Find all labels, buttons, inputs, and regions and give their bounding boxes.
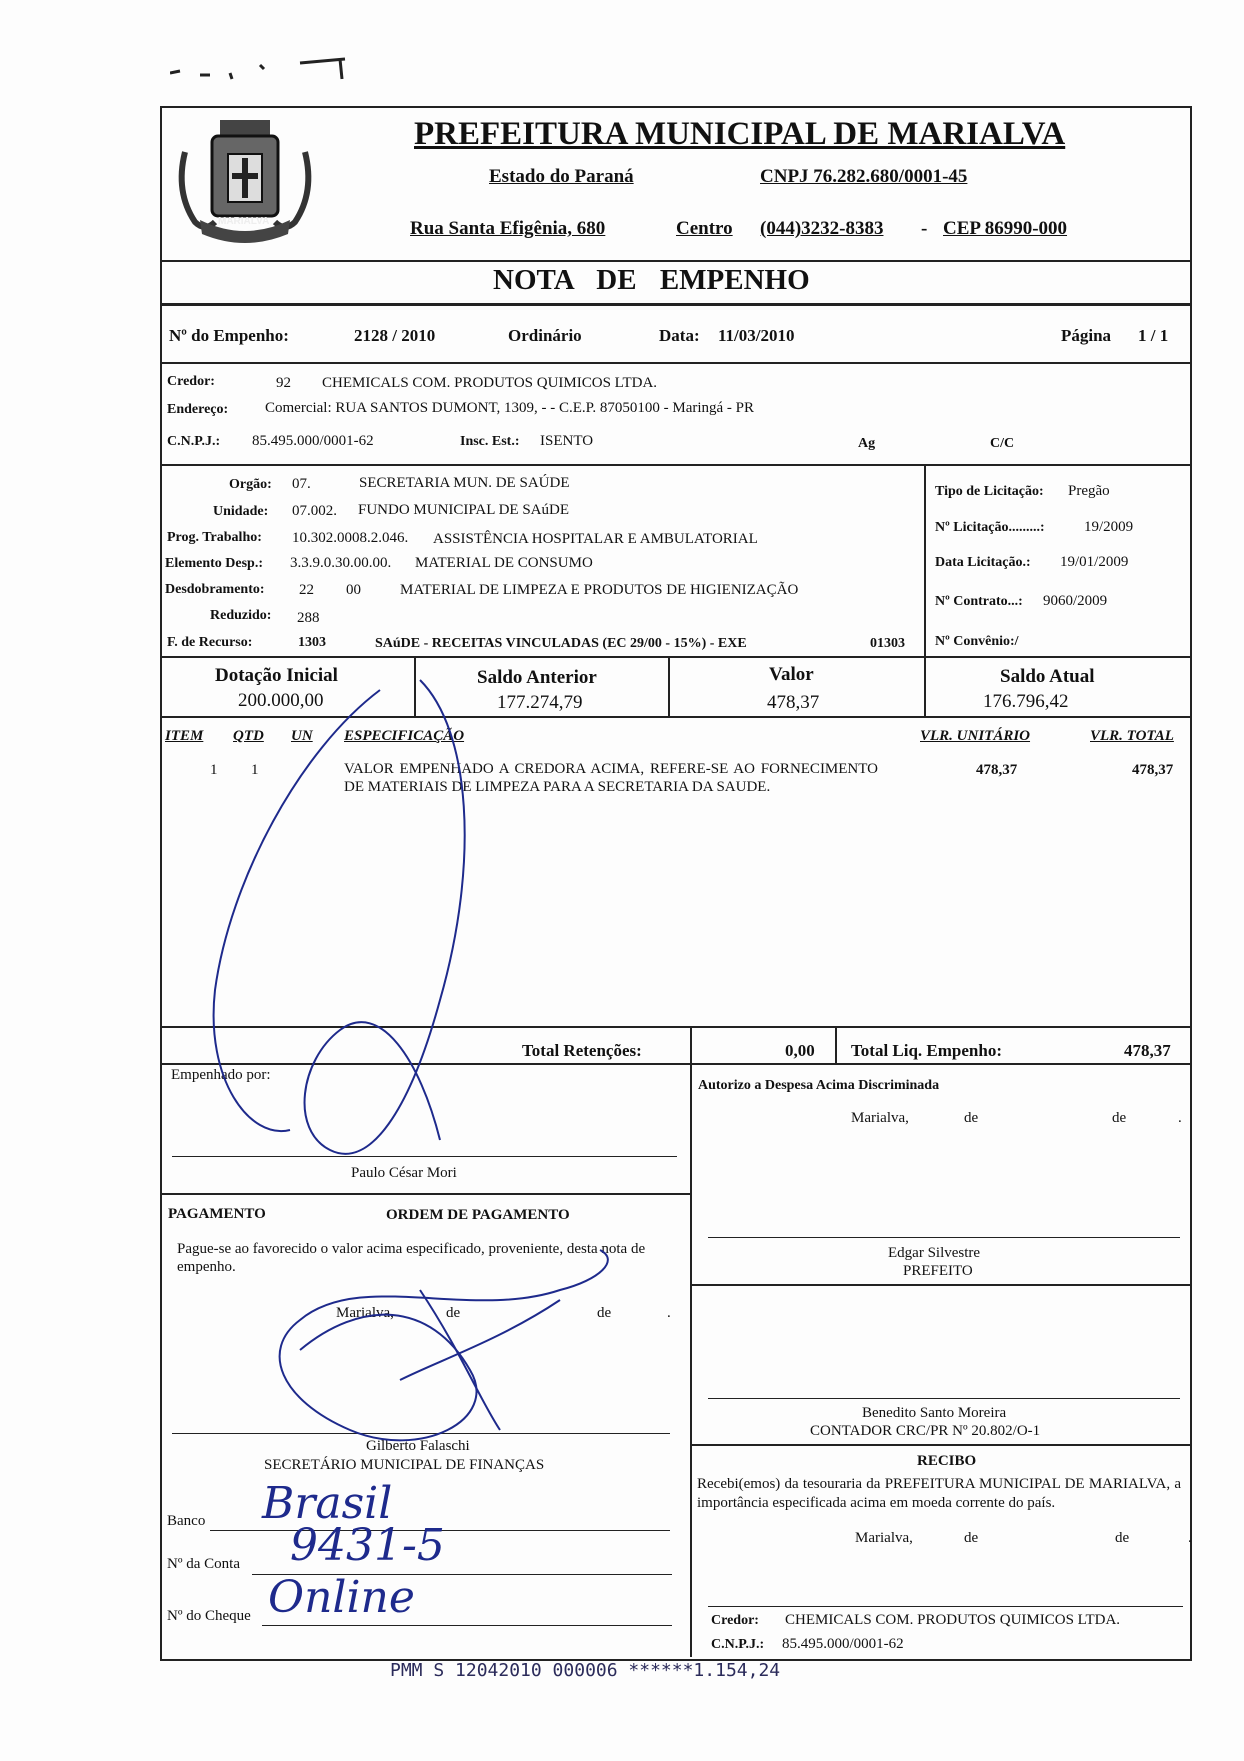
insc-value: ISENTO xyxy=(540,433,594,449)
credor-label: Credor: xyxy=(167,374,215,389)
empenho-date-label: Data: xyxy=(659,326,700,345)
total-liquido-value: 478,37 xyxy=(1124,1041,1171,1060)
item-unit-value: 478,37 xyxy=(976,762,1018,778)
ordem-pagamento-label: ORDEM DE PAGAMENTO xyxy=(386,1207,570,1223)
cc-label: C/C xyxy=(990,436,1015,451)
banco-handwritten: Brasil xyxy=(262,1478,393,1529)
seal-text: MARIALVA xyxy=(218,216,270,227)
valor-label: Valor xyxy=(769,664,814,685)
recurso-name: SAúDE - RECEITAS VINCULADAS (EC 29/00 - 15%) - EXE xyxy=(375,636,747,651)
right-dot-2: . xyxy=(1188,1530,1192,1546)
convenio-label: Nº Convênio:/ xyxy=(935,634,1019,649)
elemento-code: 3.3.9.0.30.00.00. xyxy=(290,555,392,571)
prog-name: ASSISTÊNCIA HOSPITALAR E AMBULATORIAL xyxy=(433,531,758,547)
top-scan-marks xyxy=(170,45,350,85)
empenhado-name: Paulo César Mori xyxy=(351,1165,457,1181)
page-label: Página xyxy=(1061,326,1112,345)
prefeito-name: Edgar Silvestre xyxy=(888,1245,981,1261)
recibo-credor-label: Credor: xyxy=(711,1613,759,1628)
header-title: PREFEITURA MUNICIPAL DE MARIALVA xyxy=(414,116,1066,152)
unidade-label: Unidade: xyxy=(213,504,269,519)
right-dot-1: . xyxy=(1178,1110,1182,1126)
contrato-value: 9060/2009 xyxy=(1043,593,1108,609)
empenho-number-label: Nº do Empenho: xyxy=(169,326,289,345)
col-qtd-header: QTD xyxy=(233,728,264,744)
col-un-header: UN xyxy=(291,728,313,744)
empenhado-label: Empenhado por: xyxy=(171,1067,271,1083)
desdobramento-code1: 22 xyxy=(299,582,314,598)
credor-code: 92 xyxy=(276,375,291,391)
insc-label: Insc. Est.: xyxy=(460,434,520,449)
total-retencoes-label: Total Retenções: xyxy=(522,1041,642,1060)
recibo-text: Recebi(emos) da tesouraria da PREFEITURA MUNICIPAL DE MARIALVA, a importância especificada acima em moeda corrente do país. xyxy=(697,1476,1181,1511)
tipo-licitacao: Pregão xyxy=(1068,483,1110,499)
item-number: 1 xyxy=(210,762,218,778)
col-espec-header: ESPECIFICAÇÃO xyxy=(344,728,465,744)
cheque-label: Nº do Cheque xyxy=(167,1608,251,1624)
page-number: 1 / 1 xyxy=(1138,326,1169,345)
right-city-2: Marialva, xyxy=(855,1530,913,1546)
payment-stamp: PMM S 12042010 000006 ******1.154,24 xyxy=(390,1660,781,1681)
prefeito-title: PREFEITO xyxy=(903,1263,973,1279)
saldo-anterior-label: Saldo Anterior xyxy=(477,667,597,688)
left-de1: de xyxy=(446,1305,461,1321)
header-cep: CEP 86990-000 xyxy=(943,218,1068,239)
reduzido-label: Reduzido: xyxy=(210,608,272,623)
pagamento-label: PAGAMENTO xyxy=(168,1206,266,1222)
unidade-name: FUNDO MUNICIPAL DE SAúDE xyxy=(358,502,569,518)
prog-label: Prog. Trabalho: xyxy=(167,530,262,545)
ag-label: Ag xyxy=(858,436,876,451)
orgao-name: SECRETARIA MUN. DE SAÚDE xyxy=(359,475,570,491)
recurso-code2: 01303 xyxy=(870,636,905,651)
cheque-handwritten: Online xyxy=(268,1572,415,1623)
header-district: Centro xyxy=(676,218,733,239)
num-licitacao-label: Nº Licitação.........: xyxy=(935,520,1045,535)
header-phone: (044)3232-8383 xyxy=(760,218,884,239)
right-city-1: Marialva, xyxy=(851,1110,909,1126)
right-de1-1: de xyxy=(964,1110,979,1126)
contador-name: Benedito Santo Moreira xyxy=(862,1405,1007,1421)
contrato-label: Nº Contrato...: xyxy=(935,594,1023,609)
num-licitacao: 19/2009 xyxy=(1084,519,1134,535)
recurso-code: 1303 xyxy=(298,635,326,650)
header-street: Rua Santa Efigênia, 680 xyxy=(410,218,606,239)
empenho-type: Ordinário xyxy=(508,326,582,345)
left-dot: . xyxy=(667,1305,671,1321)
col-item-header: ITEM xyxy=(165,728,204,744)
contador-title: CONTADOR CRC/PR Nº 20.802/O-1 xyxy=(810,1423,1041,1439)
saldo-atual-value: 176.796,42 xyxy=(983,691,1069,712)
item-qtd: 1 xyxy=(251,762,259,778)
data-licitacao: 19/01/2009 xyxy=(1060,554,1129,570)
document-title: NOTA DE EMPENHO xyxy=(493,264,810,296)
orgao-label: Orgão: xyxy=(229,477,272,492)
endereco-label: Endereço: xyxy=(167,402,229,417)
credor-cnpj-label: C.N.P.J.: xyxy=(167,434,221,449)
header-dash: - xyxy=(921,218,928,239)
saldo-atual-label: Saldo Atual xyxy=(1000,666,1095,687)
saldo-anterior-value: 177.274,79 xyxy=(497,692,583,713)
secretario-name: Gilberto Falaschi xyxy=(366,1438,470,1454)
elemento-label: Elemento Desp.: xyxy=(165,556,263,571)
recibo-cnpj-label: C.N.P.J.: xyxy=(711,1637,765,1652)
col-unit-header: VLR. UNITÁRIO xyxy=(920,728,1031,744)
col-total-header: VLR. TOTAL xyxy=(1090,728,1174,744)
left-de2: de xyxy=(597,1305,612,1321)
recibo-credor-name: CHEMICALS COM. PRODUTOS QUIMICOS LTDA. xyxy=(785,1612,1121,1628)
desdobramento-name: MATERIAL DE LIMPEZA E PRODUTOS DE HIGIENIZAÇÃO xyxy=(400,582,799,598)
elemento-name: MATERIAL DE CONSUMO xyxy=(415,555,593,571)
right-de2-1: de xyxy=(1112,1110,1127,1126)
empenho-number: 2128 / 2010 xyxy=(354,326,436,345)
tipo-licitacao-label: Tipo de Licitação: xyxy=(935,484,1044,499)
empenho-date: 11/03/2010 xyxy=(718,326,795,345)
header-cnpj: CNPJ 76.282.680/0001-45 xyxy=(760,166,968,187)
conta-label: Nº da Conta xyxy=(167,1556,240,1572)
right-de2-2: de xyxy=(1115,1530,1130,1546)
pague-text: Pague-se ao favorecido o valor acima especificado, proveniente, desta nota de empenho. xyxy=(177,1241,646,1275)
item-espec: VALOR EMPENHADO A CREDORA ACIMA, REFERE-SE AO FORNECIMENTO DE MATERIAIS DE LIMPEZA PARA A SECRETARIA DA SAUDE. xyxy=(344,761,878,795)
recibo-title: RECIBO xyxy=(917,1453,977,1469)
dotacao-inicial-value: 200.000,00 xyxy=(238,690,324,711)
recibo-cnpj: 85.495.000/0001-62 xyxy=(782,1636,904,1652)
banco-label: Banco xyxy=(167,1513,206,1529)
conta-handwritten: 9431-5 xyxy=(290,1520,445,1571)
credor-cnpj: 85.495.000/0001-62 xyxy=(252,433,374,449)
right-de1-2: de xyxy=(964,1530,979,1546)
endereco-value: Comercial: RUA SANTOS DUMONT, 1309, - - C.E.P. 87050100 - Maringá - PR xyxy=(265,400,755,416)
data-licitacao-label: Data Licitação.: xyxy=(935,555,1031,570)
total-retencoes-value: 0,00 xyxy=(785,1041,815,1060)
total-liquido-label: Total Liq. Empenho: xyxy=(851,1041,1002,1060)
item-total-value: 478,37 xyxy=(1132,762,1174,778)
autorizo-text: Autorizo a Despesa Acima Discriminada xyxy=(698,1078,940,1093)
left-city: Marialva, xyxy=(336,1305,394,1321)
recurso-label: F. de Recurso: xyxy=(167,635,253,650)
header-state: Estado do Paraná xyxy=(489,166,634,187)
desdobramento-label: Desdobramento: xyxy=(165,582,265,597)
prog-code: 10.302.0008.2.046. xyxy=(292,530,409,546)
unidade-code: 07.002. xyxy=(292,503,337,519)
secretario-title: SECRETÁRIO MUNICIPAL DE FINANÇAS xyxy=(264,1457,545,1473)
credor-name: CHEMICALS COM. PRODUTOS QUIMICOS LTDA. xyxy=(322,375,658,391)
valor-value: 478,37 xyxy=(767,692,820,713)
dotacao-inicial-label: Dotação Inicial xyxy=(215,665,338,686)
reduzido-value: 288 xyxy=(297,610,320,626)
desdobramento-code2: 00 xyxy=(346,582,361,598)
orgao-code: 07. xyxy=(292,476,311,492)
